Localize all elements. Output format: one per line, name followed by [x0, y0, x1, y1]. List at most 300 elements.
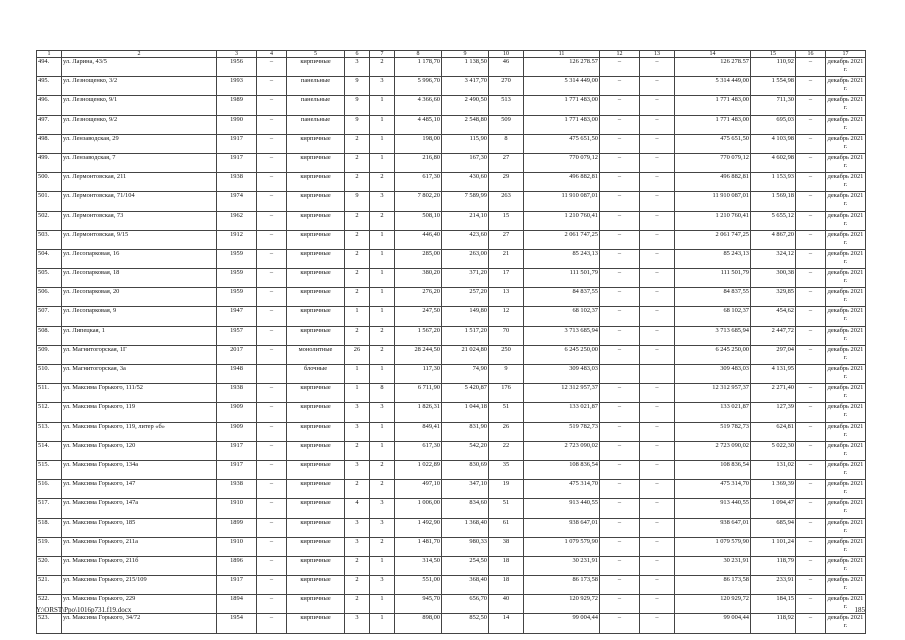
cell-area-total: 285,00 [395, 249, 442, 268]
cell-deadline: декабрь 2021 г. [826, 96, 866, 115]
cell-col4: – [257, 173, 287, 192]
cell-col12: – [600, 441, 640, 460]
cell-cost: 309 483,03 [524, 365, 600, 384]
cell-cost-total: 11 910 087,01 [675, 192, 751, 211]
cell-material: кирпичные [287, 288, 345, 307]
cell-year: 1974 [217, 192, 257, 211]
cell-floors: 2 [345, 556, 370, 575]
cell-cost-per-sqm: 5 022,30 [751, 441, 796, 460]
cell-area-total: 6 711,90 [395, 384, 442, 403]
cell-cost-total: 770 079,12 [675, 153, 751, 172]
cell-entrances: 1 [370, 614, 395, 633]
cell-area-living: 831,90 [442, 422, 489, 441]
cell-cost-total: 126 278.57 [675, 58, 751, 77]
cell-year: 1954 [217, 614, 257, 633]
cell-cost: 475 314,70 [524, 480, 600, 499]
cell-area-living: 2 548,80 [442, 115, 489, 134]
cell-year: 1899 [217, 518, 257, 537]
cell-deadline: декабрь 2021 г. [826, 345, 866, 364]
cell-area-living: 21 024,80 [442, 345, 489, 364]
cell-col4: – [257, 537, 287, 556]
cell-entrances: 2 [370, 326, 395, 345]
cell-col13: – [640, 173, 675, 192]
cell-col13: – [640, 249, 675, 268]
cell-entrances: 2 [370, 345, 395, 364]
cell-area-total: 1 178,70 [395, 58, 442, 77]
cell-address: ул. Максима Горького, 211б [62, 556, 217, 575]
cell-area-living: 830,69 [442, 460, 489, 479]
table-row [37, 365, 866, 384]
table-row [37, 595, 866, 614]
cell-cost: 68 102,37 [524, 307, 600, 326]
cell-cost: 85 243,13 [524, 249, 600, 268]
cell-entrances: 3 [370, 192, 395, 211]
table-row [37, 441, 866, 460]
cell-floors: 2 [345, 288, 370, 307]
column-number-cell: 15 [751, 51, 796, 58]
cell-cost-per-sqm: 118,79 [751, 556, 796, 575]
cell-address: ул. Максима Горького, 147а [62, 499, 217, 518]
cell-material: кирпичные [287, 537, 345, 556]
cell-area-total: 4 366,60 [395, 96, 442, 115]
cell-cost: 99 004,44 [524, 614, 600, 633]
cell-num: 506. [37, 288, 62, 307]
cell-residents: 70 [489, 326, 524, 345]
cell-deadline: декабрь 2021 г. [826, 480, 866, 499]
cell-material: кирпичные [287, 384, 345, 403]
cell-cost-per-sqm: 2 447,72 [751, 326, 796, 345]
cell-residents: 9 [489, 365, 524, 384]
cell-entrances: 1 [370, 556, 395, 575]
cell-area-living: 254,50 [442, 556, 489, 575]
cell-cost: 496 882,81 [524, 173, 600, 192]
cell-material: панельные [287, 115, 345, 134]
cell-cost-per-sqm: 297,04 [751, 345, 796, 364]
cell-col12: – [600, 326, 640, 345]
cell-area-total: 497,10 [395, 480, 442, 499]
cell-col12: – [600, 614, 640, 633]
cell-deadline: декабрь 2021 г. [826, 614, 866, 633]
cell-year: 1909 [217, 422, 257, 441]
cell-cost-total: 475 314,70 [675, 480, 751, 499]
cell-cost: 2 723 090,02 [524, 441, 600, 460]
cell-material: кирпичные [287, 480, 345, 499]
cell-col12: – [600, 230, 640, 249]
cell-col16: – [796, 173, 826, 192]
cell-col13: – [640, 58, 675, 77]
cell-col4 [257, 365, 287, 384]
cell-residents: 513 [489, 96, 524, 115]
cell-col13: – [640, 269, 675, 288]
cell-entrances: 1 [370, 595, 395, 614]
cell-col16: – [796, 230, 826, 249]
cell-cost: 12 312 957,37 [524, 384, 600, 403]
cell-floors: 2 [345, 595, 370, 614]
cell-cost-per-sqm: 324,12 [751, 249, 796, 268]
cell-col4: – [257, 576, 287, 595]
table-row [37, 134, 866, 153]
cell-area-living: 7 589,99 [442, 192, 489, 211]
cell-address: ул. Лензаводская, 7 [62, 153, 217, 172]
cell-deadline: декабрь 2021 г. [826, 365, 866, 384]
cell-area-living: 656,70 [442, 595, 489, 614]
cell-entrances: 1 [370, 365, 395, 384]
cell-col4: – [257, 288, 287, 307]
cell-cost-per-sqm: 233,91 [751, 576, 796, 595]
cell-col12: – [600, 288, 640, 307]
cell-area-living: 1 138,50 [442, 58, 489, 77]
cell-address: ул. Лермонтовская, 71/104 [62, 192, 217, 211]
cell-area-total: 1 826,31 [395, 403, 442, 422]
cell-col12: – [600, 499, 640, 518]
cell-area-living: 852,50 [442, 614, 489, 633]
cell-area-total: 617,30 [395, 173, 442, 192]
cell-col13: – [640, 403, 675, 422]
cell-address: ул. Магнитогорская, 3а [62, 365, 217, 384]
cell-col12: – [600, 115, 640, 134]
cell-col4: – [257, 153, 287, 172]
table-row [37, 77, 866, 96]
cell-col12: – [600, 269, 640, 288]
cell-address: ул. Лермонтовская, 211 [62, 173, 217, 192]
cell-year: 1990 [217, 115, 257, 134]
cell-floors: 2 [345, 173, 370, 192]
cell-address: ул. Магнитогорская, 1Г [62, 345, 217, 364]
cell-floors: 4 [345, 499, 370, 518]
table-row [37, 288, 866, 307]
column-number-cell: 4 [257, 51, 287, 58]
cell-col13: – [640, 480, 675, 499]
cell-cost: 938 647,01 [524, 518, 600, 537]
cell-area-total: 1 492,90 [395, 518, 442, 537]
cell-col13: – [640, 96, 675, 115]
cell-col12: – [600, 77, 640, 96]
cell-year: 1917 [217, 576, 257, 595]
cell-cost-total: 84 837,55 [675, 288, 751, 307]
cell-area-total: 117,30 [395, 365, 442, 384]
cell-area-total: 1 481,70 [395, 537, 442, 556]
cell-year: 1917 [217, 441, 257, 460]
cell-entrances: 1 [370, 153, 395, 172]
cell-area-living: 834,60 [442, 499, 489, 518]
cell-entrances: 1 [370, 115, 395, 134]
cell-num: 514. [37, 441, 62, 460]
cell-num: 505. [37, 269, 62, 288]
cell-cost-per-sqm: 1 369,39 [751, 480, 796, 499]
cell-entrances: 1 [370, 288, 395, 307]
cell-cost-total: 2 723 090,02 [675, 441, 751, 460]
cell-residents: 51 [489, 403, 524, 422]
column-number-cell: 3 [217, 51, 257, 58]
cell-col4: – [257, 115, 287, 134]
cell-cost-per-sqm: 454,62 [751, 307, 796, 326]
cell-material: кирпичные [287, 211, 345, 230]
cell-material: кирпичные [287, 556, 345, 575]
cell-cost: 108 836,54 [524, 460, 600, 479]
table-row [37, 576, 866, 595]
cell-address: ул. Лесопарковая, 16 [62, 249, 217, 268]
cell-cost-per-sqm: 4 131,95 [751, 365, 796, 384]
cell-deadline: декабрь 2021 г. [826, 77, 866, 96]
cell-col16: – [796, 499, 826, 518]
cell-year: 1938 [217, 384, 257, 403]
cell-material: кирпичные [287, 441, 345, 460]
table-row [37, 422, 866, 441]
cell-num: 510. [37, 365, 62, 384]
cell-deadline: декабрь 2021 г. [826, 326, 866, 345]
cell-floors: 1 [345, 307, 370, 326]
cell-floors: 1 [345, 384, 370, 403]
column-number-cell: 11 [524, 51, 600, 58]
cell-floors: 9 [345, 192, 370, 211]
cell-col13: – [640, 115, 675, 134]
cell-residents: 22 [489, 441, 524, 460]
cell-col13: – [640, 499, 675, 518]
cell-cost: 475 651,50 [524, 134, 600, 153]
cell-area-total: 551,00 [395, 576, 442, 595]
cell-num: 497. [37, 115, 62, 134]
cell-col4: – [257, 58, 287, 77]
cell-address: ул. Лесопарковая, 20 [62, 288, 217, 307]
cell-col4: – [257, 403, 287, 422]
cell-floors: 2 [345, 249, 370, 268]
table-row [37, 192, 866, 211]
cell-col4: – [257, 211, 287, 230]
cell-area-total: 1 567,20 [395, 326, 442, 345]
cell-cost-total: 2 061 747,25 [675, 230, 751, 249]
cell-floors: 2 [345, 326, 370, 345]
cell-num: 502. [37, 211, 62, 230]
cell-year: 1956 [217, 58, 257, 77]
cell-col4: – [257, 269, 287, 288]
cell-col4: – [257, 614, 287, 633]
cell-cost-per-sqm: 5 655,12 [751, 211, 796, 230]
cell-residents: 18 [489, 556, 524, 575]
cell-deadline: декабрь 2021 г. [826, 134, 866, 153]
cell-cost-total: 309 483,03 [675, 365, 751, 384]
cell-material: кирпичные [287, 58, 345, 77]
cell-area-total: 617,30 [395, 441, 442, 460]
cell-address: ул. Ларина, 43/5 [62, 58, 217, 77]
cell-col16: – [796, 269, 826, 288]
cell-col12: – [600, 537, 640, 556]
cell-cost-per-sqm: 127,39 [751, 403, 796, 422]
cell-col16: – [796, 384, 826, 403]
column-number-cell: 9 [442, 51, 489, 58]
cell-deadline: декабрь 2021 г. [826, 249, 866, 268]
cell-cost-per-sqm: 4 103,98 [751, 134, 796, 153]
cell-col4: – [257, 441, 287, 460]
cell-col16: – [796, 192, 826, 211]
cell-col13: – [640, 595, 675, 614]
cell-floors: 3 [345, 518, 370, 537]
cell-residents: 21 [489, 249, 524, 268]
cell-col4: – [257, 460, 287, 479]
cell-residents: 38 [489, 537, 524, 556]
cell-cost-total: 1 771 483,00 [675, 115, 751, 134]
cell-cost-per-sqm: 4 602,98 [751, 153, 796, 172]
cell-residents: 12 [489, 307, 524, 326]
cell-area-total: 446,40 [395, 230, 442, 249]
cell-area-living: 430,60 [442, 173, 489, 192]
cell-cost: 3 713 685,94 [524, 326, 600, 345]
cell-col13: – [640, 153, 675, 172]
cell-cost-per-sqm: 1 094,47 [751, 499, 796, 518]
cell-entrances: 2 [370, 58, 395, 77]
cell-cost-total: 519 782,73 [675, 422, 751, 441]
cell-col13: – [640, 422, 675, 441]
cell-deadline: декабрь 2021 г. [826, 230, 866, 249]
cell-col4: – [257, 422, 287, 441]
table-row [37, 307, 866, 326]
cell-cost-per-sqm: 329,85 [751, 288, 796, 307]
cell-area-living: 214,10 [442, 211, 489, 230]
cell-col12: – [600, 595, 640, 614]
cell-col16: – [796, 326, 826, 345]
cell-material: кирпичные [287, 460, 345, 479]
cell-col16: – [796, 153, 826, 172]
cell-residents: 19 [489, 480, 524, 499]
cell-col13: – [640, 518, 675, 537]
cell-num: 508. [37, 326, 62, 345]
cell-col13: – [640, 345, 675, 364]
housing-register-table [36, 50, 866, 634]
cell-area-total: 849,41 [395, 422, 442, 441]
cell-floors: 2 [345, 134, 370, 153]
cell-col4: – [257, 480, 287, 499]
cell-entrances: 3 [370, 576, 395, 595]
register-table-container [36, 50, 865, 634]
cell-year: 1959 [217, 249, 257, 268]
cell-num: 509. [37, 345, 62, 364]
table-row [37, 153, 866, 172]
cell-num: 494. [37, 58, 62, 77]
cell-num: 517. [37, 499, 62, 518]
cell-area-living: 3 417,70 [442, 77, 489, 96]
cell-address: ул. Максима Горького, 119, литер «б» [62, 422, 217, 441]
cell-area-living: 1 368,40 [442, 518, 489, 537]
cell-col12 [600, 365, 640, 384]
cell-area-living: 74,90 [442, 365, 489, 384]
cell-area-living: 1 517,20 [442, 326, 489, 345]
cell-col16: – [796, 211, 826, 230]
table-row [37, 518, 866, 537]
cell-num: 523. [37, 614, 62, 633]
cell-col13: – [640, 192, 675, 211]
cell-entrances: 1 [370, 134, 395, 153]
cell-floors: 26 [345, 345, 370, 364]
cell-col16: – [796, 441, 826, 460]
cell-num: 519. [37, 537, 62, 556]
cell-col12: – [600, 556, 640, 575]
cell-area-living: 257,20 [442, 288, 489, 307]
cell-col12: – [600, 192, 640, 211]
cell-year: 1962 [217, 211, 257, 230]
cell-num: 515. [37, 460, 62, 479]
cell-area-total: 380,20 [395, 269, 442, 288]
cell-address: ул. Липецкая, 1 [62, 326, 217, 345]
cell-col12: – [600, 249, 640, 268]
cell-area-total: 898,00 [395, 614, 442, 633]
cell-entrances: 1 [370, 422, 395, 441]
page-number: 185 [854, 606, 865, 614]
cell-material: кирпичные [287, 403, 345, 422]
cell-col16: – [796, 480, 826, 499]
cell-area-living: 263,00 [442, 249, 489, 268]
cell-col12: – [600, 173, 640, 192]
cell-residents: 263 [489, 192, 524, 211]
cell-col12: – [600, 422, 640, 441]
cell-cost-total: 496 882,81 [675, 173, 751, 192]
cell-residents: 35 [489, 460, 524, 479]
cell-residents: 15 [489, 211, 524, 230]
column-number-cell: 14 [675, 51, 751, 58]
cell-col4: – [257, 384, 287, 403]
cell-floors: 2 [345, 230, 370, 249]
cell-entrances: 2 [370, 211, 395, 230]
cell-col13: – [640, 576, 675, 595]
table-row [37, 115, 866, 134]
cell-material: панельные [287, 77, 345, 96]
cell-cost-per-sqm: 184,15 [751, 595, 796, 614]
cell-col4: – [257, 192, 287, 211]
table-row [37, 249, 866, 268]
cell-cost: 1 210 760,41 [524, 211, 600, 230]
column-number-cell: 5 [287, 51, 345, 58]
cell-floors: 2 [345, 576, 370, 595]
cell-entrances: 2 [370, 173, 395, 192]
cell-residents: 176 [489, 384, 524, 403]
cell-col16: – [796, 307, 826, 326]
column-number-cell: 13 [640, 51, 675, 58]
cell-entrances: 8 [370, 384, 395, 403]
cell-cost-per-sqm: 131,02 [751, 460, 796, 479]
cell-material: монолитные [287, 345, 345, 364]
cell-col12: – [600, 96, 640, 115]
cell-col12: – [600, 153, 640, 172]
cell-col13: – [640, 288, 675, 307]
cell-address: ул. Максима Горького, 211а [62, 537, 217, 556]
column-number-cell: 6 [345, 51, 370, 58]
table-row [37, 230, 866, 249]
cell-cost-per-sqm: 685,94 [751, 518, 796, 537]
cell-material: панельные [287, 96, 345, 115]
table-row [37, 537, 866, 556]
cell-cost: 6 245 250,00 [524, 345, 600, 364]
cell-year: 1917 [217, 134, 257, 153]
cell-num: 518. [37, 518, 62, 537]
cell-address: ул. Лермонтовская, 9/15 [62, 230, 217, 249]
cell-residents: 250 [489, 345, 524, 364]
cell-address: ул. Лензаводская, 29 [62, 134, 217, 153]
cell-cost-per-sqm: 300,38 [751, 269, 796, 288]
cell-col4: – [257, 77, 287, 96]
cell-address: ул. Максима Горького, 119 [62, 403, 217, 422]
cell-material: кирпичные [287, 153, 345, 172]
table-row [37, 211, 866, 230]
table-row [37, 96, 866, 115]
cell-deadline: декабрь 2021 г. [826, 153, 866, 172]
cell-entrances: 2 [370, 480, 395, 499]
cell-col12: – [600, 403, 640, 422]
cell-address: ул. Максима Горького, 111/52 [62, 384, 217, 403]
cell-col16: – [796, 595, 826, 614]
cell-floors: 2 [345, 480, 370, 499]
cell-address: ул. Лесопарковая, 9 [62, 307, 217, 326]
cell-entrances: 1 [370, 96, 395, 115]
cell-cost-total: 30 231,91 [675, 556, 751, 575]
cell-address: ул. Максима Горького, 134а [62, 460, 217, 479]
